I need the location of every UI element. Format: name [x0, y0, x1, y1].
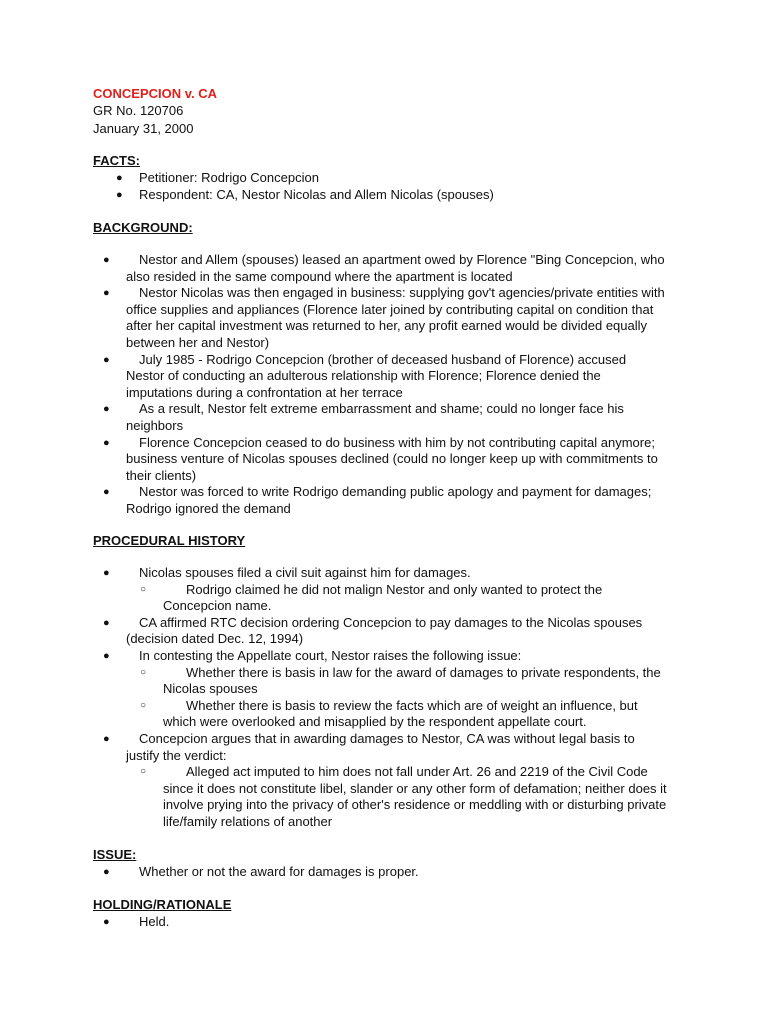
procedural-sub-item: Rodrigo claimed he did not malign Nestor and only wanted to protect the Concepcion name.	[163, 581, 603, 614]
background-item: Nestor Nicolas was then engaged in business: supplying gov't agencies/private entities with office supplies and appliances (Florence later joined by contributing capital on condition that after her capital investment was returned to her, any profit earned would be divided equally between her and Nestor)	[126, 285, 665, 350]
sub-list-item	[0, 764, 768, 830]
background-list	[0, 252, 768, 518]
background-item: Florence Concepcion ceased to do business with him by not contributing capital anymore; business venture of Nicolas spouses declined (could no longer keep up with commitments to their clients)	[126, 434, 658, 483]
bullet-icon: ●	[103, 916, 110, 928]
facts-respondent: Respondent: CA, Nestor Nicolas and Allem Nicolas (spouses)	[139, 186, 494, 202]
procedural-item: In contesting the Appellate court, Nestor raises the following issue:	[139, 647, 522, 663]
background-item: As a result, Nestor felt extreme embarrassment and shame; could no longer face his neighbors	[126, 401, 624, 433]
list-item	[0, 648, 768, 665]
bullet-icon: ●	[116, 188, 123, 201]
procedural-sub-item: Whether there is basis to review the facts which are of weight an influence, but which were overlooked and misapplied by the respondent appellate court.	[163, 697, 638, 730]
list-item	[0, 435, 768, 485]
background-item: Nestor was forced to write Rodrigo demanding public apology and payment for damages; Rodrigo ignored the demand	[126, 484, 652, 516]
bullet-icon: ●	[103, 616, 110, 629]
list-item	[0, 401, 768, 434]
list-item	[0, 352, 768, 402]
case-title: CONCEPCION v. CA	[93, 86, 217, 101]
procedural-history-list	[0, 565, 768, 831]
sub-list-item	[0, 698, 768, 731]
bullet-icon: ●	[103, 287, 110, 300]
case-gr-number: GR No. 120706	[93, 103, 184, 118]
bullet-icon: ●	[103, 403, 110, 416]
sub-list-item	[0, 582, 768, 615]
procedural-item: Concepcion argues that in awarding damages to Nestor, CA was without legal basis to justify the verdict:	[126, 730, 635, 763]
list-item	[0, 914, 768, 931]
circle-bullet-icon: ○	[140, 699, 147, 711]
list-item	[0, 484, 768, 517]
bullet-icon: ●	[103, 486, 110, 499]
procedural-sub-item: Alleged act imputed to him does not fall under Art. 26 and 2219 of the Civil Code since it does not constitute libel, slander or any other form of defamation; neither does it involve prying into the privacy of other's residence or meddling with or disturbing private life/family relations of another	[163, 764, 667, 829]
circle-bullet-icon: ○	[140, 583, 147, 595]
bullet-icon: ●	[103, 866, 110, 878]
bullet-icon: ●	[103, 732, 110, 745]
list-item	[0, 864, 768, 881]
circle-bullet-icon: ○	[140, 666, 147, 678]
bullet-icon: ●	[116, 172, 123, 184]
sub-list-item	[0, 665, 768, 698]
issue-heading: ISSUE:	[93, 847, 137, 862]
case-date: January 31, 2000	[93, 121, 194, 136]
issue-list	[0, 864, 768, 881]
list-item	[0, 252, 768, 285]
bullet-icon: ●	[103, 649, 110, 662]
list-item	[0, 285, 768, 351]
bullet-icon: ●	[103, 254, 110, 266]
background-heading: BACKGROUND:	[93, 220, 193, 235]
bullet-icon: ●	[103, 436, 110, 449]
holding-list	[0, 914, 768, 931]
holding-heading: HOLDING/RATIONALE	[93, 897, 232, 912]
procedural-item: Nicolas spouses filed a civil suit against him for damages.	[139, 565, 471, 580]
list-item	[0, 170, 768, 187]
bullet-icon: ●	[103, 567, 110, 579]
procedural-sub-item: Whether there is basis in law for the award of damages to private respondents, the Nicolas spouses	[163, 664, 661, 697]
list-item	[0, 565, 768, 582]
issue-item: Whether or not the award for damages is proper.	[139, 864, 419, 879]
bullet-icon: ●	[103, 353, 110, 366]
facts-list	[0, 170, 768, 203]
circle-bullet-icon: ○	[140, 766, 147, 778]
background-item: Nestor and Allem (spouses) leased an apartment owed by Florence "Bing Concepcion, who also resided in the same compound where the apartment is located	[126, 252, 665, 284]
list-item	[0, 731, 768, 764]
facts-petitioner: Petitioner: Rodrigo Concepcion	[139, 170, 319, 185]
list-item	[0, 187, 768, 204]
background-item: July 1985 - Rodrigo Concepcion (brother of deceased husband of Florence) accused Nestor of conducting an adulterous relationship with Florence; Florence denied the imputations during a confrontation at her terrace	[126, 351, 627, 400]
procedural-item: CA affirmed RTC decision ordering Concepcion to pay damages to the Nicolas spouses (decision dated Dec. 12, 1994)	[126, 614, 643, 647]
facts-heading: FACTS:	[93, 153, 140, 168]
procedural-history-heading: PROCEDURAL HISTORY	[93, 533, 246, 548]
list-item	[0, 615, 768, 648]
holding-item: Held.	[139, 914, 170, 929]
